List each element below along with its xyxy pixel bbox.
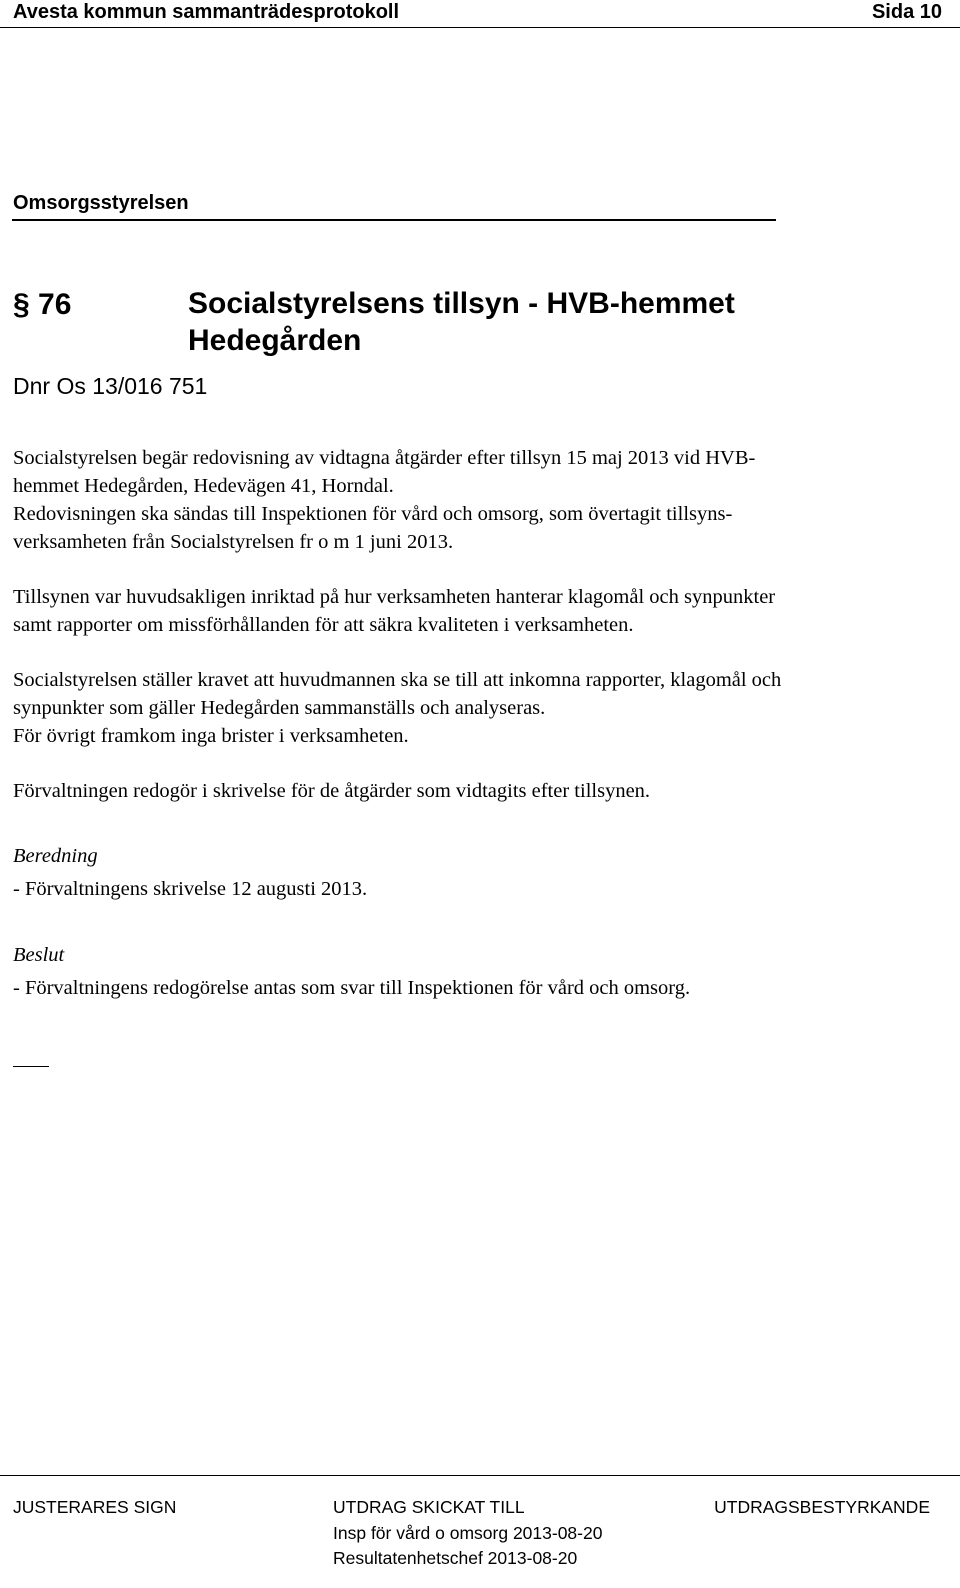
footer-recipient: Insp för vård o omsorg 2013-08-20 [333,1523,603,1543]
text-line: Redovisningen ska sändas till Inspektionen för vård och omsorg, som övertagit tillsyns- [13,503,733,525]
text-line: Socialstyrelsen begär redovisning av vidtagna åtgärder efter tillsyn 15 maj 2013 vid HVB- [13,447,756,469]
committee-underline [12,219,776,221]
text-line: Förvaltningen redogör i skrivelse för de åtgärder som vidtagits efter tillsynen. [13,780,651,802]
list-item: - Förvaltningens redogörelse antas som svar till Inspektionen för vård och omsorg. [13,977,691,999]
beslut-heading [13,941,938,969]
body-paragraph-3 [13,666,938,750]
body-paragraph-2 [13,583,938,639]
footer-justerares-sign: JUSTERARES SIGN [13,1497,177,1517]
diary-number: Dnr Os 13/016 751 [13,373,208,399]
paragraph-title [188,285,888,359]
text-line: hemmet Hedegården, Hedevägen 41, Horndal. [13,475,394,497]
paragraph-title-line1: Socialstyrelsens tillsyn - HVB-hemmet [188,287,735,320]
body-paragraph-1 [13,444,938,556]
text-line: Tillsynen var huvudsakligen inriktad på hur verksamheten hanterar klagomål och synpunkter [13,586,776,608]
document-title: Avesta kommun sammanträdesprotokoll [13,1,400,23]
text-line: verksamheten från Socialstyrelsen fr o m 1 juni 2013. [13,531,454,553]
text-line: samt rapporter om missförhållanden för att säkra kvaliteten i verksamheten. [13,614,634,636]
header-divider [0,27,960,28]
beredning-heading [13,842,938,870]
beredning-item [13,875,938,903]
footer-recipient: Resultatenhetschef 2013-08-20 [333,1548,578,1568]
paragraph-number: § 76 [13,288,72,321]
paragraph-title-line2: Hedegården [188,324,362,357]
beslut-item [13,974,938,1002]
end-mark [13,1066,49,1067]
footer-utdragsbestyrkande: UTDRAGSBESTYRKANDE [714,1497,930,1517]
footer-divider [0,1475,960,1476]
footer-utdrag-skickat: UTDRAG SKICKAT TILL [333,1497,525,1517]
text-line: Socialstyrelsen ställer kravet att huvudmannen ska se till att inkomna rapporter, klagomål och [13,669,782,691]
text-line: synpunkter som gäller Hedegården sammanställs och analyseras. [13,697,546,719]
committee-name: Omsorgsstyrelsen [13,192,189,214]
heading-text: Beredning [13,845,98,867]
list-item: - Förvaltningens skrivelse 12 augusti 2013. [13,878,368,900]
body-paragraph-4 [13,777,938,805]
page-number: Sida 10 [871,1,942,23]
text-line: För övrigt framkom inga brister i verksamheten. [13,725,409,747]
heading-text: Beslut [13,944,65,966]
